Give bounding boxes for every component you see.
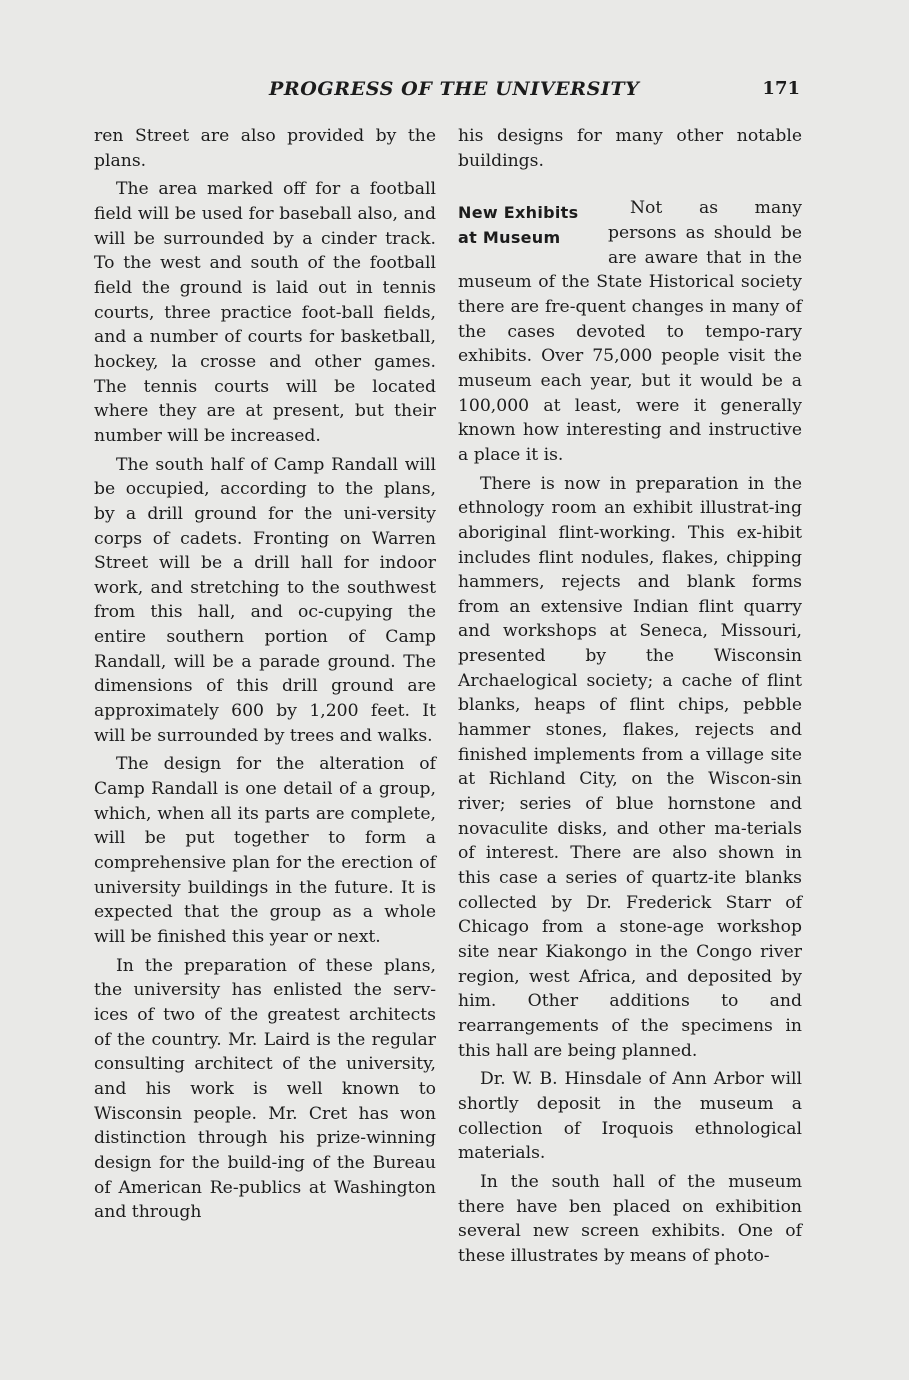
paragraph: ren Street are also provided by the plans. — [94, 126, 436, 171]
paragraph: The area marked off for a football field will be used for baseball also, and will be surrounded by a cinder track. To the west and south of the football field the ground is laid out in tennis courts, three practice foot-ball fields, and a number of courts for basketball, hockey, la crosse and other games. The tennis courts will be located where they are at present, but their number will be increased. — [94, 179, 436, 446]
paragraph: In the preparation of these plans, the university has enlisted the serv-ices of two of the greatest architects of the country. Mr. Laird is the regular consulting architect of the university, and his work is well known to Wisconsin people. Mr. Cret has won distinction through his prize-winning design for the build-ing of the Bureau of American Re-publics at Washington and through — [94, 955, 436, 1223]
paragraph: Dr. W. B. Hinsdale of Ann Arbor will shortly deposit in the museum a collection of Iroquois ethnological materials. — [458, 1069, 802, 1164]
paragraph: In the south hall of the museum there have ben placed on exhibition several new screen exhibits. One of these illustrates by means of photo- — [458, 1171, 802, 1266]
right-column — [458, 124, 802, 1273]
paragraph: There is now in preparation in the ethnology room an exhibit illustrat-ing aboriginal flint-working. This ex-hibit includes flint nodules, flakes, chipping hammers, rejects and blank forms from an extensive Indian flint quarry and workshops at Seneca, Missouri, presented by the Wisconsin Archaelogical society; a cache of flint blanks, heaps of flint chips, pebble hammer stones, flakes, rejects and finished implements from a village site at Richland City, on the Wiscon-sin river; series of blue hornstone and novaculite disks, and other ma-terials of interest. There are also shown in this case a series of quartz-ite blanks collected by Dr. Frederick Starr of Chicago from a stone-age workshop site near Kiakongo in the Congo river region, west Africa, and deposited by him. Other additions to and rearrangements of the specimens in this hall are being planned. — [458, 473, 802, 1061]
paragraph: The design for the alteration of Camp Randall is one detail of a group, which, when all its parts are complete, will be put together to form a comprehensive plan for the erection of university buildings in the future. It is expected that the group as a whole will be finished this year or next. — [94, 754, 436, 947]
paragraph: Not as many persons as should be are aware that in the museum of the State Historical society there are fre-quent changes in many of the cases devoted to tempo-rary exhibits. Over 75,000 people visit the museum each year, but it would be a 100,000 at least, were it generally known how interesting and instructive a place it is. — [458, 198, 802, 465]
page-number: 171 — [762, 78, 800, 99]
paragraph: The south half of Camp Randall will be occupied, according to the plans, by a drill ground for the uni-versity corps of cadets. Fronting on Warren Street will be a drill hall for indoor work, and stretching to the southwest from this hall, and oc-cupying the entire southern portion of Camp Randall, will be a parade ground. The dimensions of this drill ground are approximately 600 by 1,200 feet. It will be surrounded by trees and walks. — [94, 454, 436, 746]
page-header — [94, 78, 802, 104]
running-head: PROGRESS OF THE UNIVERSITY — [269, 78, 640, 100]
left-column — [94, 124, 436, 1229]
side-heading-line: at Museum — [458, 227, 561, 247]
paragraph: his designs for many other notable buildings. — [458, 126, 802, 171]
side-heading — [458, 201, 608, 250]
side-heading-line: New Exhibits — [458, 203, 579, 223]
